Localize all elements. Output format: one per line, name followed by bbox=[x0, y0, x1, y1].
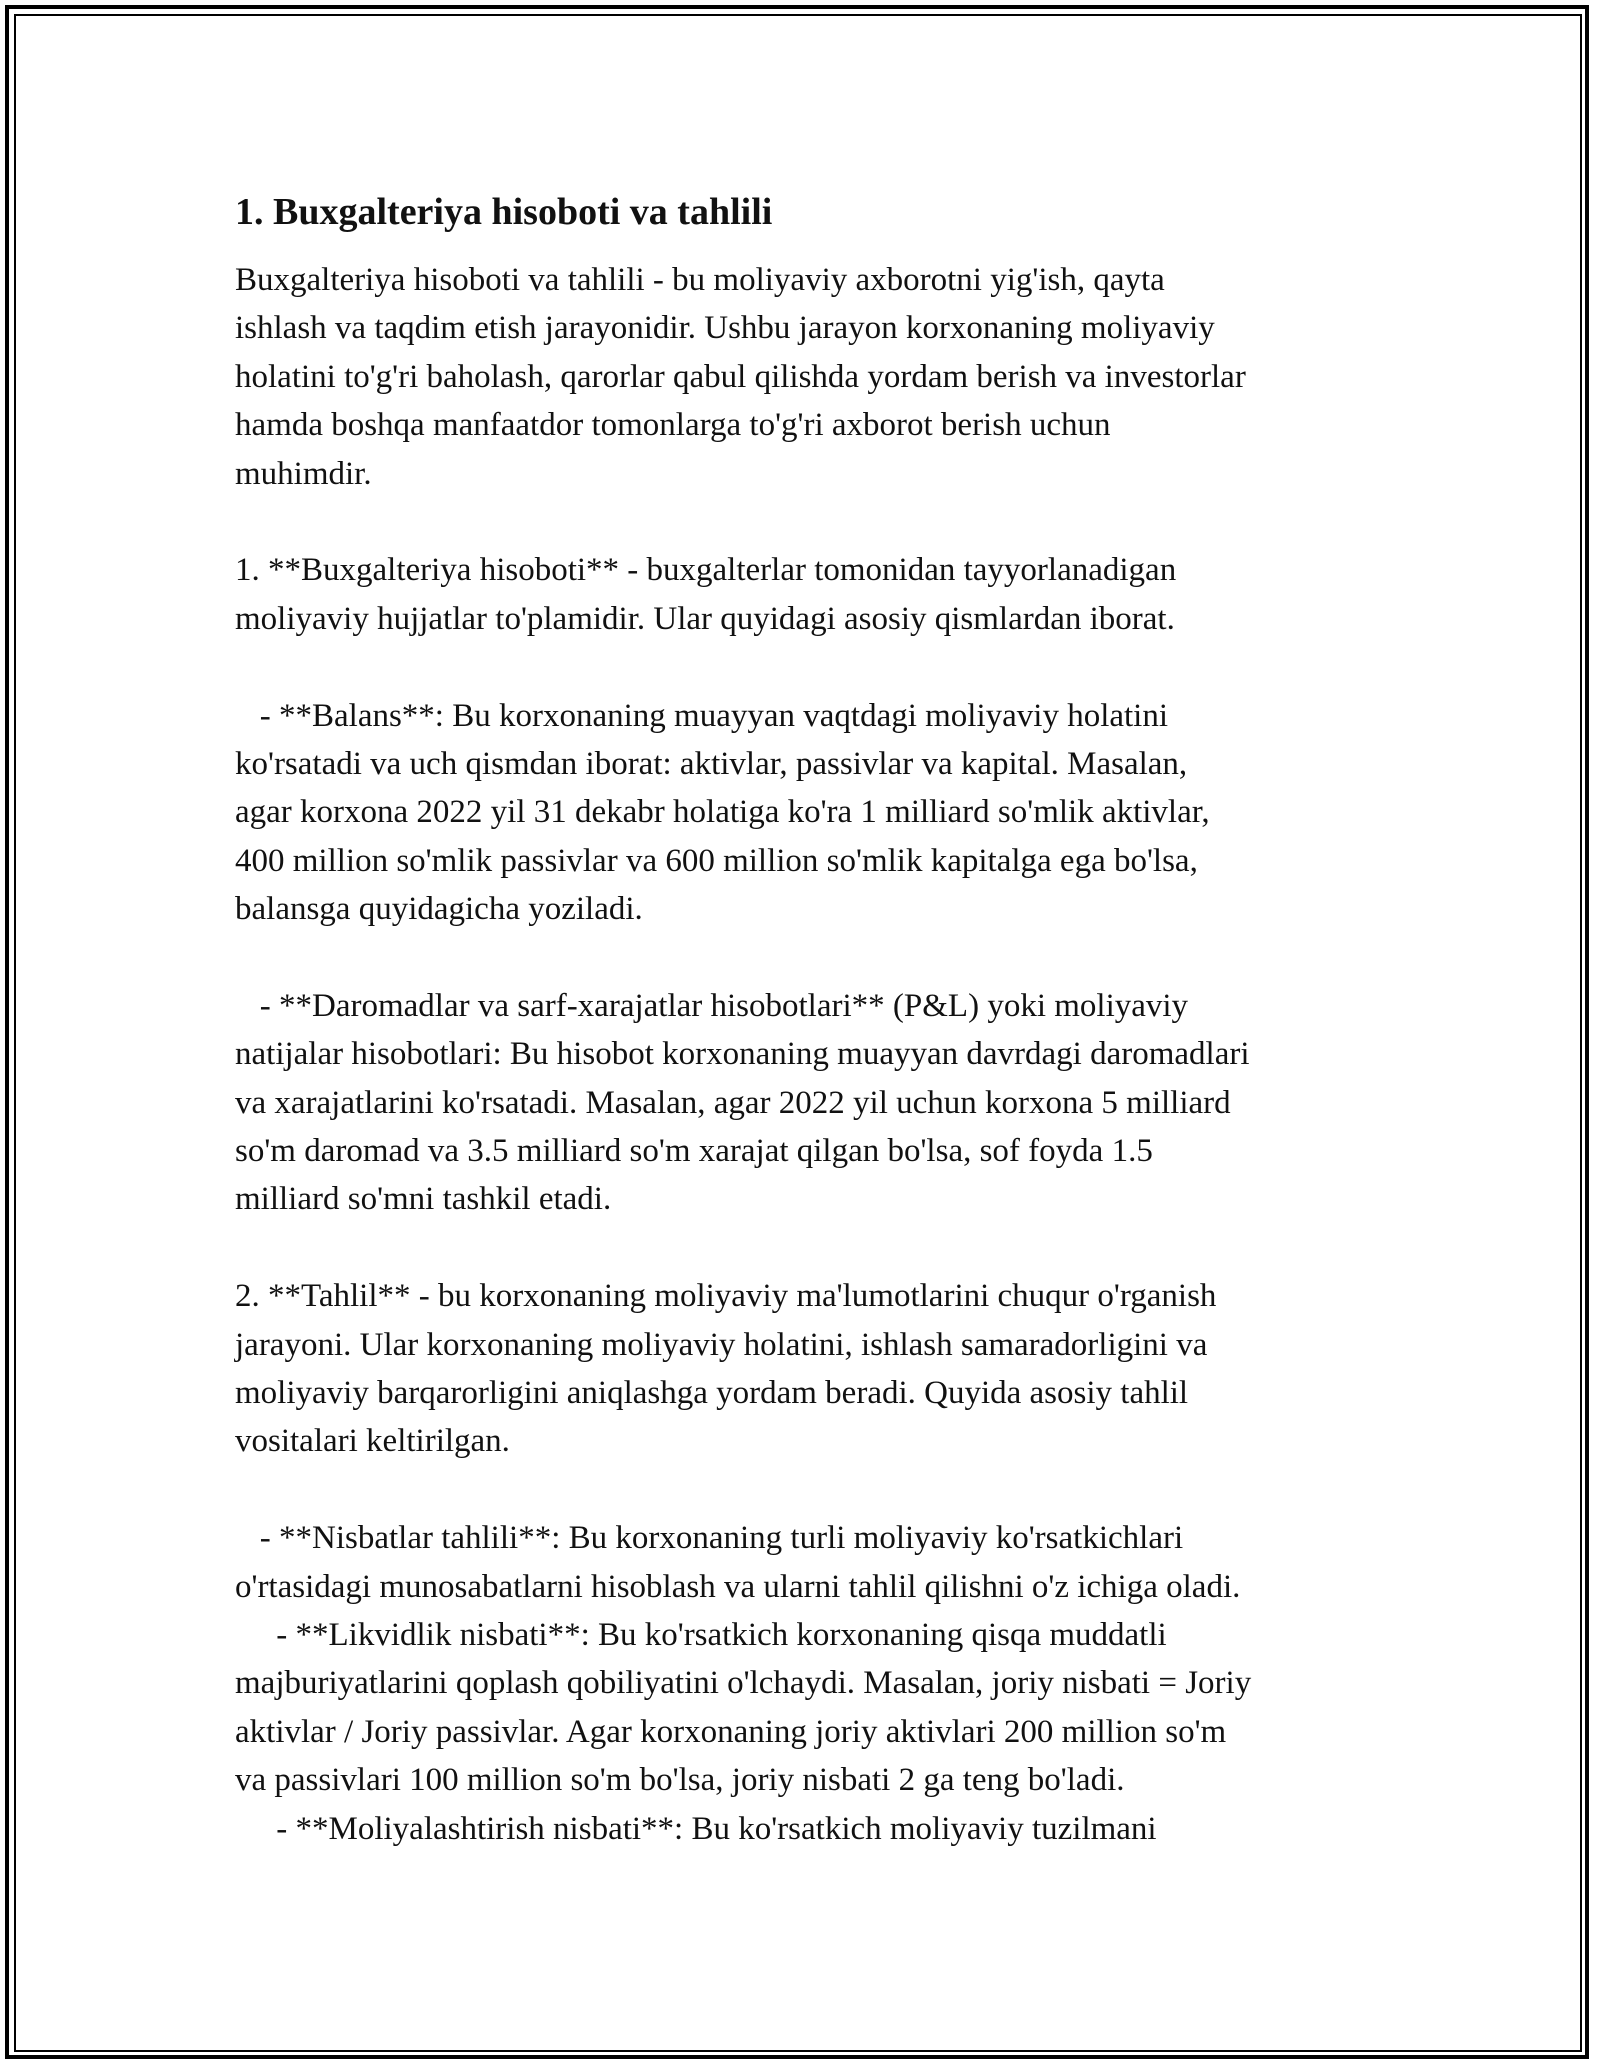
text-line: hamda boshqa manfaatdor tomonlarga to'g'ri axborot berish uchun bbox=[235, 407, 1111, 444]
text-line: ko'rsatadi va uch qismdan iborat: aktivlar, passivlar va kapital. Masalan, bbox=[235, 745, 1188, 782]
text-line: natijalar hisobotlari: Bu hisobot korxonaning muayyan davrdagi daromadlari bbox=[235, 1036, 1250, 1073]
text-line: - **Likvidlik nisbati**: Bu ko'rsatkich korxonaning qisqa muddatli bbox=[235, 1616, 1167, 1653]
text-line: holatini to'g'ri baholash, qarorlar qabul qilishda yordam berish va investorlar bbox=[235, 358, 1246, 395]
text-line: moliyaviy barqarorligini aniqlashga yordam beradi. Quyida asosiy tahlil bbox=[235, 1374, 1189, 1411]
blank-line bbox=[235, 1224, 1380, 1272]
blank-line bbox=[235, 498, 1380, 546]
blank-line bbox=[235, 933, 1380, 981]
text-line: va xarajatlarini ko'rsatadi. Masalan, agar 2022 yil uchun korxona 5 milliard bbox=[235, 1084, 1231, 1121]
text-line: aktivlar / Joriy passivlar. Agar korxonaning joriy aktivlari 200 million so'm bbox=[235, 1713, 1227, 1750]
text-line: ishlash va taqdim etish jarayonidir. Ushbu jarayon korxonaning moliyaviy bbox=[235, 310, 1215, 347]
blank-line bbox=[235, 1466, 1380, 1514]
text-line: Buxgalteriya hisoboti va tahlili - bu moliyaviy axborotni yig'ish, qayta bbox=[235, 262, 1165, 298]
document-body bbox=[235, 188, 1380, 1853]
text-line: moliyaviy hujjatlar to'plamidir. Ular quyidagi asosiy qismlardan iborat. bbox=[235, 600, 1175, 637]
text-line: majburiyatlarini qoplash qobiliyatini o'lchaydi. Masalan, joriy nisbati = Joriy bbox=[235, 1665, 1252, 1702]
text-line: milliard so'mni tashkil etadi. bbox=[235, 1181, 612, 1218]
text-line: muhimdir. bbox=[235, 455, 372, 492]
document-heading: 1. Buxgalteriya hisoboti va tahlili bbox=[235, 191, 773, 233]
text-line: so'm daromad va 3.5 milliard so'm xarajat qilgan bo'lsa, sof foyda 1.5 bbox=[235, 1133, 1153, 1170]
text-line: balansga quyidagicha yoziladi. bbox=[235, 891, 643, 928]
text-line: - **Moliyalashtirish nisbati**: Bu ko'rsatkich moliyaviy tuzilmani bbox=[235, 1810, 1157, 1847]
blank-line bbox=[235, 643, 1380, 691]
text-line: o'rtasidagi munosabatlarni hisoblash va ularni tahlil qilishni o'z ichiga oladi. bbox=[235, 1568, 1241, 1605]
text-line: - **Balans**: Bu korxonaning muayyan vaqtdagi moliyaviy holatini bbox=[235, 697, 1169, 734]
text-line: 2. **Tahlil** - bu korxonaning moliyaviy ma'lumotlarini chuqur o'rganish bbox=[235, 1278, 1217, 1315]
text-line: jarayoni. Ular korxonaning moliyaviy holatini, ishlash samaradorligini va bbox=[235, 1326, 1208, 1363]
text-line: agar korxona 2022 yil 31 dekabr holatiga ko'ra 1 milliard so'mlik aktivlar, bbox=[235, 794, 1210, 831]
text-line: 1. **Buxgalteriya hisoboti** - buxgalterlar tomonidan tayyorlanadigan bbox=[235, 552, 1177, 589]
text-line: vositalari keltirilgan. bbox=[235, 1423, 510, 1460]
text-line: 400 million so'mlik passivlar va 600 million so'mlik kapitalga ega bo'lsa, bbox=[235, 842, 1198, 879]
text-line: - **Nisbatlar tahlili**: Bu korxonaning turli moliyaviy ko'rsatkichlari bbox=[235, 1520, 1184, 1557]
text-line: - **Daromadlar va sarf-xarajatlar hisobotlari** (P&L) yoki moliyaviy bbox=[235, 987, 1189, 1024]
document-text bbox=[235, 256, 1380, 1853]
text-line: va passivlari 100 million so'm bo'lsa, joriy nisbati 2 ga teng bo'ladi. bbox=[235, 1762, 1125, 1799]
